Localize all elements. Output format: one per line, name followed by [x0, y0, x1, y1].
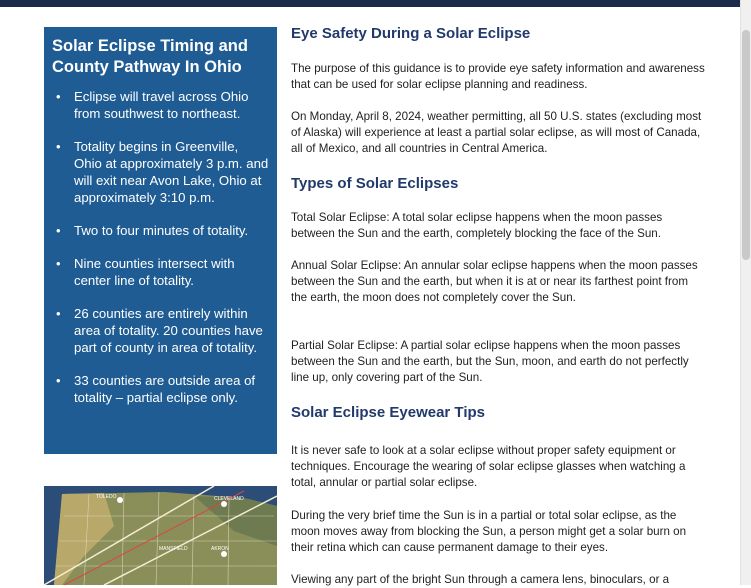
- partial-eclipse-paragraph-wrap: [291, 338, 705, 386]
- ohio-map-graphic: [44, 486, 277, 585]
- intro-paragraph-1: The purpose of this guidance is to provide eye safety information and awareness that can be used for solar eclipse planning and readiness.: [291, 62, 705, 91]
- main-heading-eye-safety-wrap: [291, 24, 705, 44]
- list-item: • Totality begins in Greenville, Ohio at approximately 3 p.m. and will exit near Avon Lake, Ohio at approximately 3:10 p.m.: [56, 139, 269, 205]
- tips-paragraph-3-wrap: [291, 572, 705, 588]
- eyewear-heading-wrap: [291, 403, 705, 423]
- tips-paragraph-3: Viewing any part of the bright Sun through a camera lens, binoculars, or a: [291, 573, 670, 586]
- map-label-akron: AKRON: [211, 546, 229, 552]
- list-item: • 33 counties are outside area of totality – partial eclipse only.: [56, 373, 256, 405]
- intro-paragraph-2-wrap: [291, 109, 705, 157]
- list-item: • Eclipse will travel across Ohio from southwest to northeast.: [56, 89, 249, 121]
- annual-eclipse-paragraph: Annual Solar Eclipse: An annular solar eclipse happens when the moon passes between the Sun and the earth, but when it is at or near its farthest point from the earth, the moon does not completely cover the Sun.: [291, 259, 698, 304]
- map-label-cleveland: CLEVELAND: [214, 496, 244, 502]
- sidebar-bullet-list: [52, 88, 269, 406]
- section-heading-types: Types of Solar Eclipses: [291, 175, 459, 192]
- section-heading-eyewear: Solar Eclipse Eyewear Tips: [291, 404, 485, 421]
- map-label-mansfield: MANSFIELD: [159, 546, 188, 552]
- annual-eclipse-paragraph-wrap: [291, 258, 705, 306]
- top-banner-bar: [0, 0, 741, 7]
- list-item: • Nine counties intersect with center line of totality.: [56, 256, 235, 288]
- total-eclipse-paragraph-wrap: [291, 210, 705, 242]
- list-item: • Two to four minutes of totality.: [56, 223, 249, 238]
- tips-paragraph-2-wrap: [291, 508, 705, 556]
- total-eclipse-paragraph: Total Solar Eclipse: A total solar eclipse happens when the moon passes between the Sun and the earth, completely blocking the face of the Sun.: [291, 211, 663, 240]
- intro-paragraph-1-wrap: [291, 61, 705, 93]
- types-heading-wrap: [291, 174, 705, 194]
- tips-paragraph-1-wrap: [291, 443, 705, 491]
- page-title: Eye Safety During a Solar Eclipse: [291, 25, 531, 42]
- vertical-scrollbar[interactable]: [740, 0, 751, 585]
- tips-paragraph-1: It is never safe to look at a solar eclipse without proper safety equipment or techniques. Encourage the wearing of solar eclipse glasses when watching a total, annular or partial solar eclipse.: [291, 444, 686, 489]
- ohio-eclipse-sidebar: [44, 27, 277, 454]
- intro-paragraph-2: On Monday, April 8, 2024, weather permitting, all 50 U.S. states (excluding most of Alaska) will experience at least a partial solar eclipse, as will most of Canada, all of Mexico, and all countries in Central America.: [291, 110, 702, 155]
- list-item: • 26 counties are entirely within area of totality. 20 counties have part of county in area of totality.: [56, 306, 263, 355]
- map-label-toledo: TOLEDO: [96, 494, 117, 500]
- partial-eclipse-paragraph: Partial Solar Eclipse: A partial solar eclipse happens when the moon passes between the Sun and the earth, but the Sun, moon, and earth do not perfectly line up, only covering part of the Sun.: [291, 339, 689, 384]
- scrollbar-thumb[interactable]: [742, 30, 750, 260]
- ohio-totality-map: [44, 486, 277, 585]
- tips-paragraph-2: During the very brief time the Sun is in a partial or total solar eclipse, as the moon moves away from blocking the Sun, a person might get a solar burn on their retina which can cause permanent damage to their eyes.: [291, 509, 687, 554]
- sidebar-title: Solar Eclipse Timing and County Pathway In Ohio: [52, 37, 248, 76]
